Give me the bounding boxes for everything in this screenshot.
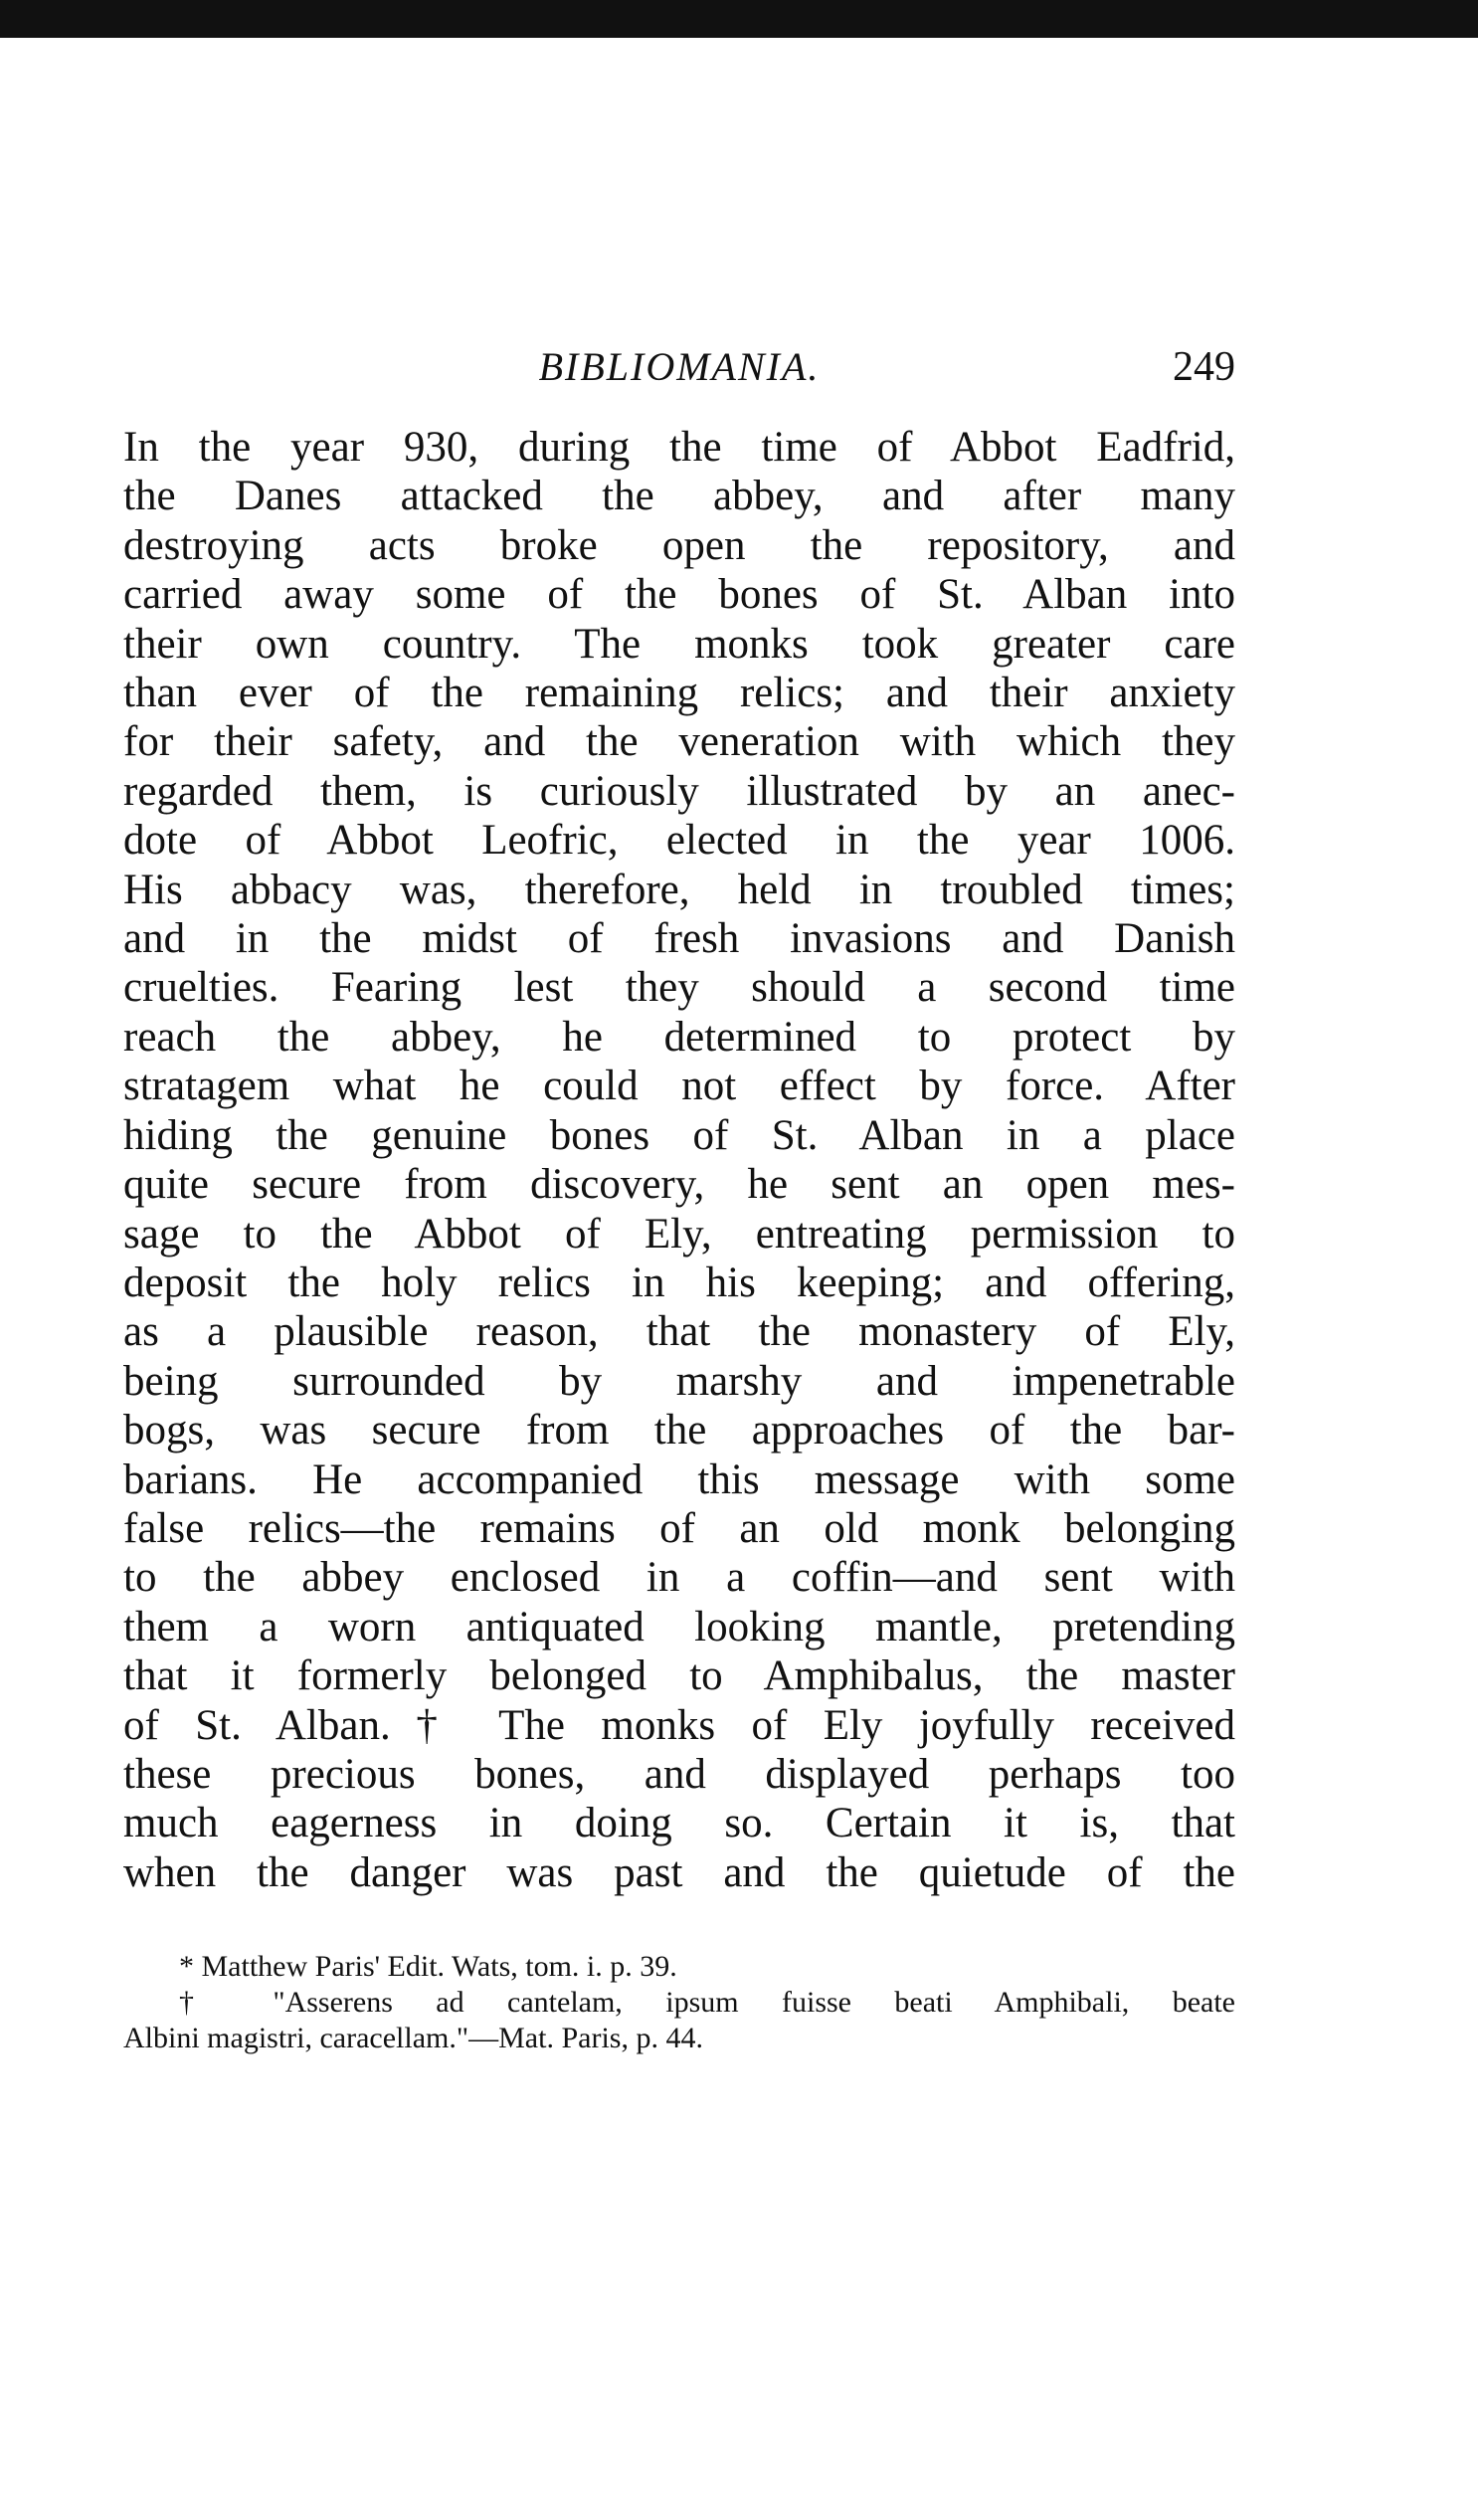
text-line: destroying acts broke open the repository, and [123, 521, 1235, 569]
page-number: 249 [1173, 344, 1235, 390]
text-line: and in the midst of fresh invasions and Danish [123, 915, 1235, 963]
text-line: the Danes attacked the abbey, and after many [123, 473, 1235, 520]
text-line: them a worn antiquated looking mantle, pretending [123, 1603, 1235, 1650]
text-line: these precious bones, and displayed perhaps too [123, 1750, 1235, 1798]
page-header [123, 343, 1235, 403]
text-line: to the abbey enclosed in a coffin—and sent with [123, 1554, 1235, 1602]
running-head: BIBLIOMANIA. [538, 344, 821, 389]
text-line: dote of Abbot Leofric, elected in the year 1006. [123, 817, 1235, 865]
text-line: reach the abbey, he determined to protect by [123, 1013, 1235, 1061]
text-line: stratagem what he could not effect by force. After [123, 1063, 1235, 1110]
text-line: being surrounded by marshy and impenetrable [123, 1357, 1235, 1405]
text-line: false relics—the remains of an old monk belonging [123, 1504, 1235, 1552]
text-line: bogs, was secure from the approaches of the bar- [123, 1407, 1235, 1454]
text-line: hiding the genuine bones of St. Alban in a place [123, 1111, 1235, 1159]
text-line: that it formerly belonged to Amphibalus, the master [123, 1652, 1235, 1700]
text-line: His abbacy was, therefore, held in troubled times; [123, 866, 1235, 913]
text-line: when the danger was past and the quietude of the [123, 1848, 1235, 1896]
text-line: quite secure from discovery, he sent an open mes- [123, 1161, 1235, 1209]
text-line: In the year 930, during the time of Abbot Eadfrid, [123, 424, 1235, 471]
text-line: cruelties. Fearing lest they should a second time [123, 964, 1235, 1012]
text-line: sage to the Abbot of Ely, entreating permission to [123, 1210, 1235, 1258]
text-line: their own country. The monks took greater care [123, 620, 1235, 668]
text-line: deposit the holy relics in his keeping; and offering, [123, 1259, 1235, 1306]
text-line: regarded them, is curiously illustrated by an anec- [123, 767, 1235, 815]
footnote-2-line-1: † "Asserens ad cantelam, ipsum fuisse beati Amphibali, beate [179, 1986, 1235, 2020]
text-line: as a plausible reason, that the monastery of Ely, [123, 1308, 1235, 1356]
footnote-2-line-2: Albini magistri, caracellam."—Mat. Paris, p. 44. [123, 2022, 703, 2055]
text-line: much eagerness in doing so. Certain it is, that [123, 1800, 1235, 1847]
footnote-1: * Matthew Paris' Edit. Wats, tom. i. p. 39. [179, 1950, 677, 1984]
text-line: for their safety, and the veneration with which they [123, 718, 1235, 766]
footnotes [123, 1949, 1235, 2056]
text-line: than ever of the remaining relics; and their anxiety [123, 670, 1235, 717]
text-line: barians. He accompanied this message with some [123, 1455, 1235, 1503]
text-line: of St. Alban.† The monks of Ely joyfully received [123, 1701, 1235, 1749]
text-line: carried away some of the bones of St. Alban into [123, 571, 1235, 619]
book-page [123, 343, 1235, 2056]
top-border-rule [0, 0, 1478, 38]
body-text [123, 423, 1235, 1897]
